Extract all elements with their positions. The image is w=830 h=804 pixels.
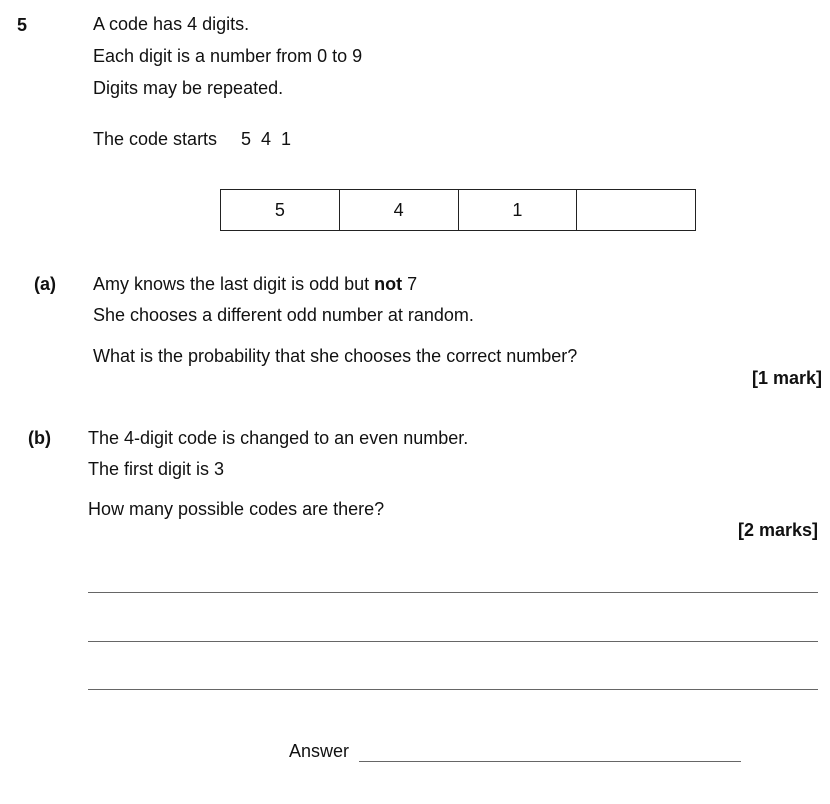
part-a-line-1-pre: Amy knows the last digit is odd but — [93, 274, 375, 294]
working-line-1[interactable] — [88, 592, 818, 593]
code-starts-digits: 5 4 1 — [241, 129, 292, 149]
part-a-label: (a) — [34, 274, 56, 294]
working-line-2[interactable] — [88, 641, 818, 642]
code-table — [220, 189, 696, 231]
intro-line-3: Digits may be repeated. — [93, 78, 284, 98]
question-number: 5 — [17, 15, 28, 35]
code-cell-2: 4 — [340, 190, 459, 230]
part-b-line-1: The 4-digit code is changed to an even number. — [88, 428, 469, 448]
intro-line-1: A code has 4 digits. — [93, 14, 250, 34]
part-b-label: (b) — [28, 428, 51, 448]
part-a-line-1-post: 7 — [402, 274, 418, 294]
code-cell-1: 5 — [221, 190, 340, 230]
part-a-line-1-bold: not — [374, 274, 403, 294]
part-a-line-2: She chooses a different odd number at random. — [93, 305, 474, 325]
code-cell-4 — [577, 190, 695, 230]
intro-line-2: Each digit is a number from 0 to 9 — [93, 46, 363, 66]
part-b-prompt: How many possible codes are there? — [88, 499, 385, 519]
working-line-3[interactable] — [88, 689, 818, 690]
part-b-marks: [2 marks] — [737, 520, 818, 540]
code-starts-label: The code starts — [93, 129, 218, 149]
part-b-line-2: The first digit is 3 — [88, 459, 225, 479]
answer-line[interactable] — [359, 761, 741, 762]
answer-label: Answer — [289, 741, 350, 761]
code-cell-3: 1 — [459, 190, 578, 230]
part-a-line-1 — [93, 275, 417, 293]
part-a-prompt: What is the probability that she chooses the correct number? — [93, 346, 578, 366]
part-a-marks: [1 mark] — [751, 368, 822, 388]
